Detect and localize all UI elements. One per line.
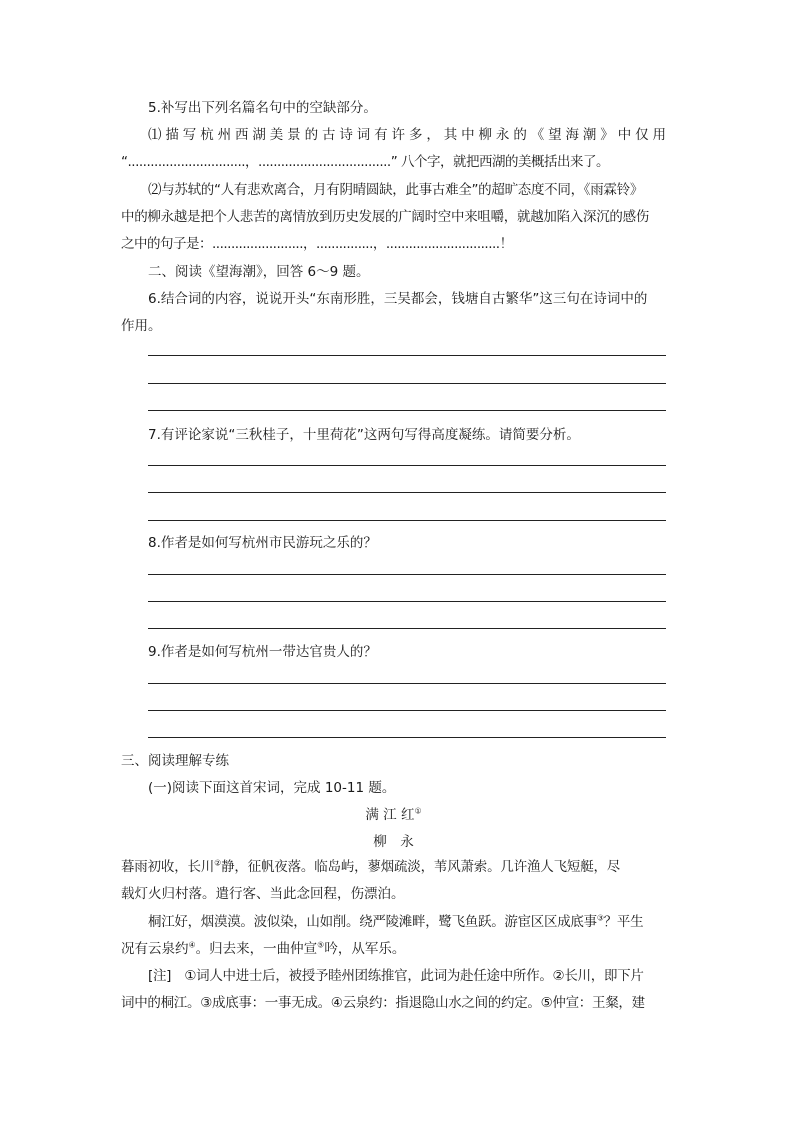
section2-heading: 二、阅读《望海潮》，回答 6～9 题。 [148,264,370,280]
q5-part1-line1: ⑴描写杭州西湖美景的古诗词有许多，其中柳永的《望海潮》中仅用 [148,127,666,143]
poem-author: 柳 永 [373,834,414,850]
answer-line [148,683,666,684]
section3-intro: (一)阅读下面这首宋词，完成 10-11 题。 [148,780,396,796]
answer-line [148,601,666,602]
answer-line [148,465,666,466]
q5-part2-line2: 中的柳永越是把个人悲苦的离情放到历史发展的广阔时空中来咀嚼，就越加陷入深沉的感伤 [121,209,649,225]
answer-line [148,710,666,711]
answer-line [148,410,666,411]
q5-part2-line1: ⑵与苏轼的“人有悲欢离合，月有阴晴圆缺，此事古难全”的超旷态度不同，《雨霖铃》 [148,182,644,198]
answer-line [148,492,666,493]
answer-line [148,628,666,629]
poem-stanza2-line1: 桐江好，烟漠漠。波似染，山如削。绕严陵滩畔，鹭飞鱼跃。游宦区区成底事③？平生 [148,913,644,930]
footnote-marker: ① [414,806,422,816]
poem-stanza2-line2: 况有云泉约④。归去来，一曲仲宣⑤吟，从军乐。 [121,940,406,957]
footnote-marker: ④ [188,940,196,950]
answer-line [148,737,666,738]
q6-line1: 6.结合词的内容，说说开头“东南形胜，三吴都会，钱塘自古繁华”这三句在诗词中的 [148,291,648,307]
footnote-marker: ③ [596,913,604,923]
q5-title: 5.补写出下列名篇名句中的空缺部分。 [148,100,377,116]
answer-line [148,574,666,575]
q7: 7.有评论家说“三秋桂子，十里荷花”这两句写得高度凝练。请简要分析。 [148,427,580,443]
notes-line1: [注] ①词人中进士后，被授予睦州团练推官，此词为赴任途中所作。②长川，即下片 [148,968,644,984]
section3-heading: 三、阅读理解专练 [121,753,229,769]
answer-line [148,383,666,384]
poem-stanza1-line2: 载灯火归村落。遣行客、当此念回程，伤漂泊。 [121,886,405,902]
answer-line [148,520,666,521]
poem-title: 满 江 红① [365,806,422,823]
q9: 9.作者是如何写杭州一带达官贵人的？ [148,644,377,660]
q5-part1-line2: “...............................，...................................” 八个字，就把西湖的美概括出来了。 [121,154,610,170]
poem-stanza1-line1: 暮雨初收，长川②静，征帆夜落。临岛屿，蓼烟疏淡，苇风萧索。几许渔人飞短艇，尽 [121,858,621,875]
q6-line2: 作用。 [121,318,162,334]
footnote-marker: ② [214,858,222,868]
answer-line [148,355,666,356]
footnote-marker: ⑤ [317,940,325,950]
q5-part2-line3: 之中的句子是：........................，...............，..............................！ [121,236,513,252]
notes-line2: 词中的桐江。③成底事：一事无成。④云泉约：指退隐山水之间的约定。⑤仲宣：王粲，建 [121,995,645,1011]
q8: 8.作者是如何写杭州市民游玩之乐的？ [148,535,377,551]
